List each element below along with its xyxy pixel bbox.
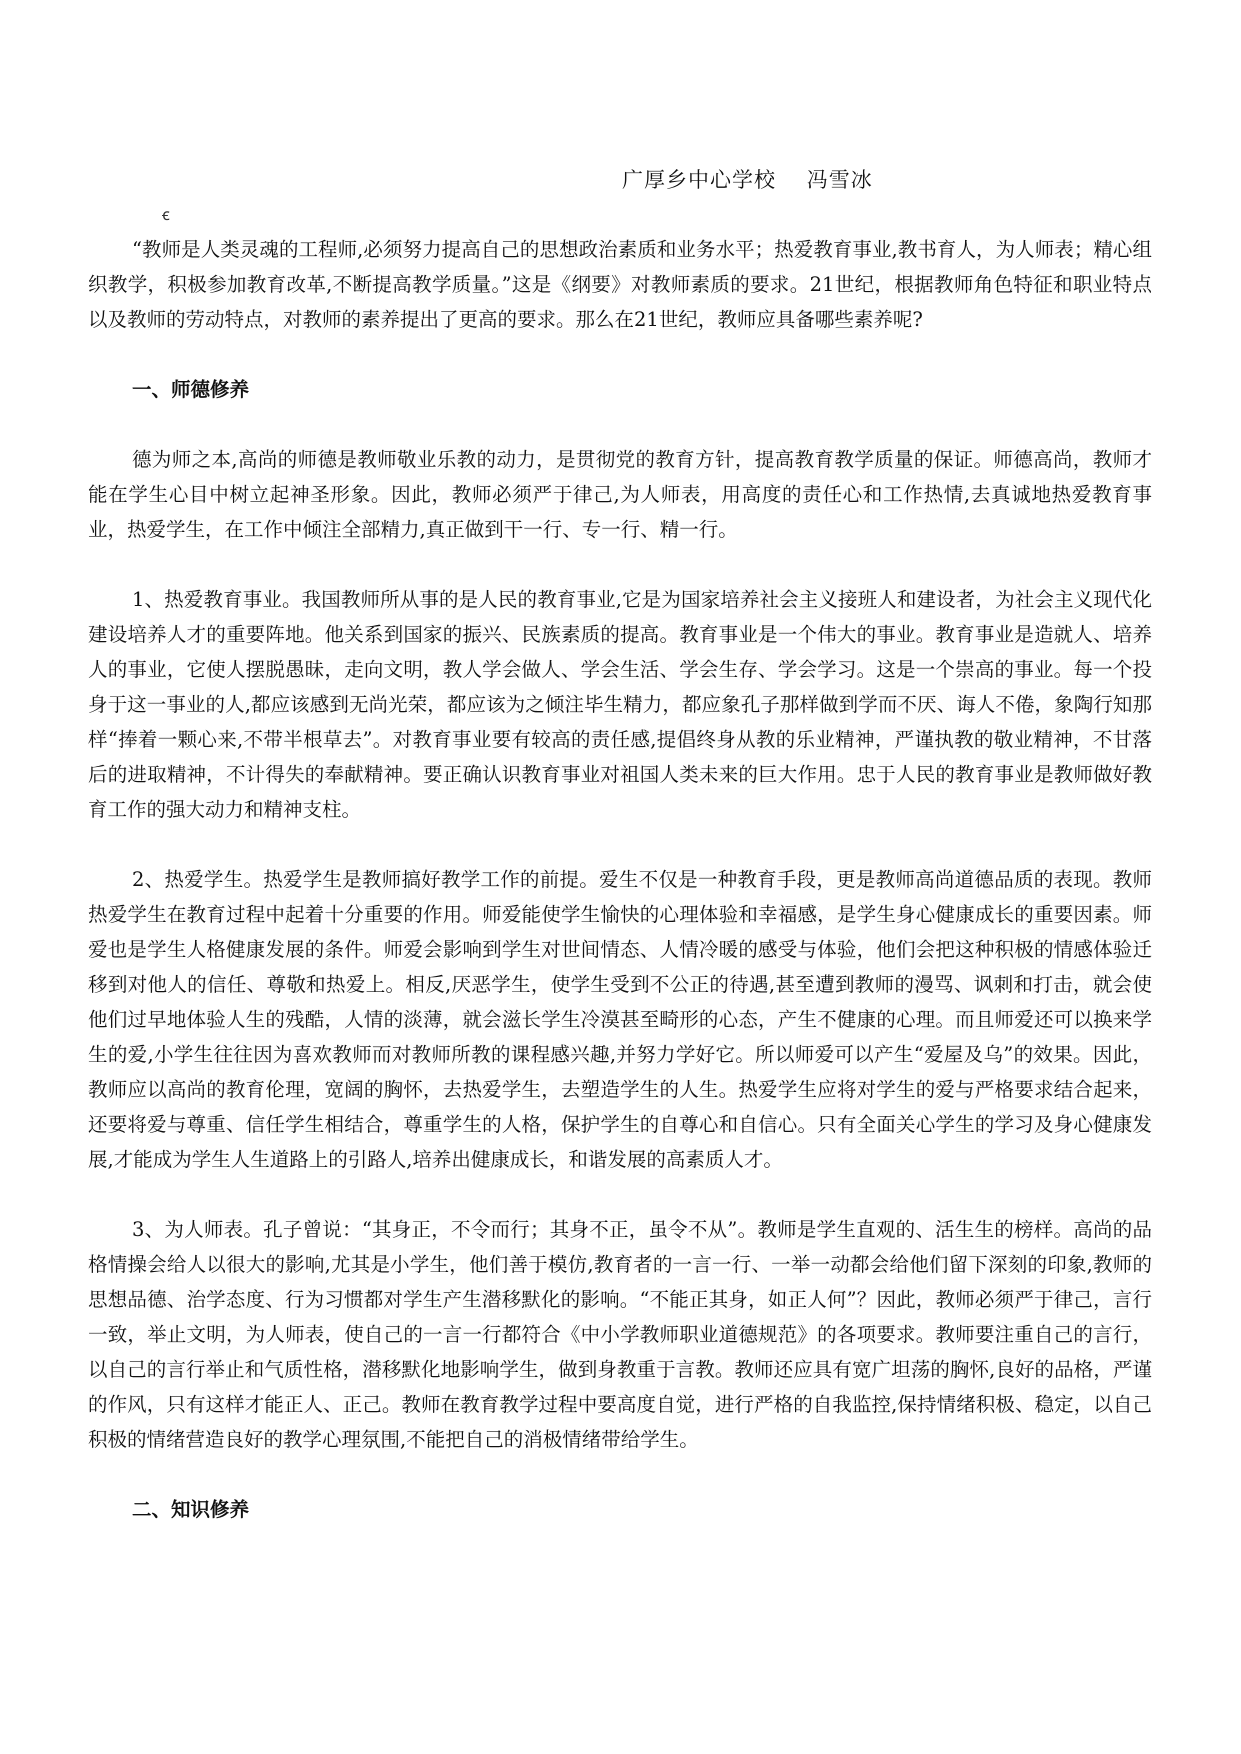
- document-body: [88, 232, 1152, 1562]
- section-heading-ethics: 一、师德修养: [132, 378, 250, 401]
- point-1-paragraph: 1、热爱教育事业。我国教师所从事的是人民的教育事业,它是为国家培养社会主义接班人和建设者，为社会主义现代化建设培养人才的重要阵地。他关系到国家的振兴、民族素质的提高。教育事业是一个伟大的事业。教育事业是造就人、培养人的事业，它使人摆脱愚昧，走向文明，教人学会做人、学会生活、学会生存、学会学习。这是一个崇高的事业。每一个投身于这一事业的人,都应该感到无尚光荣，都应该为之倾注毕生精力，都应象孔子那样做到学而不厌、诲人不倦，象陶行知那样“捧着一颗心来,不带半根草去”。对教育事业要有较高的责任感,提倡终身从教的乐业精神，严谨执教的敬业精神，不甘落后的进取精神，不计得失的奉献精神。要正确认识教育事业对祖国人类未来的巨大作用。忠于人民的教育事业是教师做好教育工作的强大动力和精神支柱。: [88, 588, 1152, 821]
- ethics-intro-paragraph: 德为师之本,高尚的师德是教师敬业乐教的动力，是贯彻党的教育方针，提高教育教学质量的保证。师德高尚，教师才能在学生心目中树立起神圣形象。因此，教师必须严于律己,为人师表，用高度的责任心和工作热情,去真诚地热爱教育事业，热爱学生，在工作中倾注全部精力,真正做到干一行、专一行、精一行。: [88, 448, 1152, 541]
- intro-paragraph: “教师是人类灵魂的工程师,必须努力提高自己的思想政治素质和业务水平；热爱教育事业,教书育人，为人师表；精心组织教学，积极参加教育改革,不断提高教学质量。”这是《纲要》对教师素质的要求。21世纪，根据教师角色特征和职业特点以及教师的劳动特点，对教师的素养提出了更高的要求。那么在21世纪，教师应具备哪些素养呢?: [88, 238, 1152, 331]
- author-line: 广厚乡中心学校 冯雪冰: [622, 168, 873, 192]
- point-2-paragraph: 2、热爱学生。热爱学生是教师搞好教学工作的前提。爱生不仅是一种教育手段，更是教师高尚道德品质的表现。教师热爱学生在教育过程中起着十分重要的作用。师爱能使学生愉快的心理体验和幸福感，是学生身心健康成长的重要因素。师爱也是学生人格健康发展的条件。师爱会影响到学生对世间情态、人情冷暖的感受与体验，他们会把这种积极的情感体验迁移到对他人的信任、尊敬和热爱上。相反,厌恶学生，使学生受到不公正的待遇,甚至遭到教师的漫骂、讽刺和打击，就会使他们过早地体验人生的残酷，人情的淡薄，就会滋长学生冷漠甚至畸形的心态，产生不健康的心理。而且师爱还可以换来学生的爱,小学生往往因为喜欢教师而对教师所教的课程感兴趣,并努力学好它。所以师爱可以产生“爱屋及乌”的效果。因此，教师应以高尚的教育伦理，宽阔的胸怀，去热爱学生，去塑造学生的人生。热爱学生应将对学生的爱与严格要求结合起来，还要将爱与尊重、信任学生相结合，尊重学生的人格，保护学生的自尊心和自信心。只有全面关心学生的学习及身心健康发展,才能成为学生人生道路上的引路人,培养出健康成长，和谐发展的高素质人才。: [88, 868, 1152, 1171]
- section-heading-knowledge: 二、知识修养: [132, 1498, 250, 1521]
- point-3-paragraph: 3、为人师表。孔子曾说：“其身正，不令而行；其身不正，虽令不从”。教师是学生直观的、活生生的榜样。高尚的品格情操会给人以很大的影响,尤其是小学生，他们善于模仿,教育者的一言一行、一举一动都会给他们留下深刻的印象,教师的思想品德、治学态度、行为习惯都对学生产生潜移默化的影响。“不能正其身，如正人何”？因此，教师必须严于律己，言行一致，举止文明，为人师表，使自己的一言一行都符合《中小学教师职业道德规范》的各项要求。教师要注重自己的言行，以自己的言行举止和气质性格，潜移默化地影响学生，做到身教重于言教。教师还应具有宽广坦荡的胸怀,良好的品格，严谨的作风，只有这样才能正人、正己。教师在教育教学过程中要高度自觉，进行严格的自我监控,保持情绪积极、稳定，以自己积极的情绪营造良好的教学心理氛围,不能把自己的消极情绪带给学生。: [88, 1218, 1152, 1451]
- paragraph-mark: ꞓ: [162, 205, 170, 224]
